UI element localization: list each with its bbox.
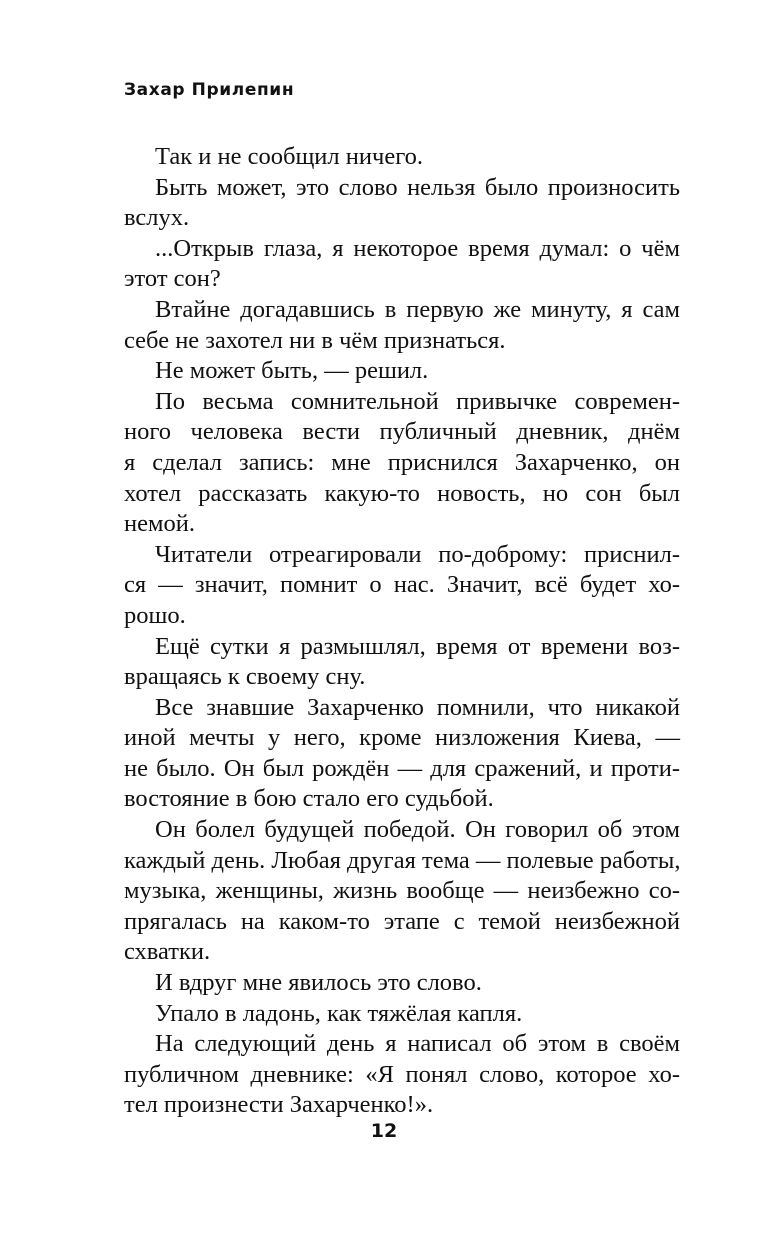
text-line: Быть может, это слово нельзя было произносить — [155, 173, 680, 201]
text-line: Втайне догадавшись в первую же минуту, я сам — [155, 295, 680, 323]
text-line: ся — значит, помнит о нас. Значит, всё будет хо- — [124, 571, 680, 599]
text-line: Все знавшие Захарченко помнили, что никакой — [155, 693, 680, 721]
text-line: себе не захотел ни в чём признаться. — [124, 326, 506, 354]
text-line: публичном дневнике: «Я понял слово, которое хо- — [124, 1060, 680, 1088]
text-line: я сделал запись: мне приснился Захарченко, он — [124, 448, 680, 476]
text-line: Ещё сутки я размышлял, время от времени воз- — [155, 632, 680, 660]
text-line: музыка, женщины, жизнь вообще — неизбежно со- — [124, 877, 680, 905]
text-line: Упало в ладонь, как тяжёлая капля. — [155, 999, 523, 1027]
text-line: не было. Он был рождён — для сражений, и проти- — [124, 754, 680, 782]
text-line: хотел рассказать какую-то новость, но сон был — [124, 479, 680, 507]
text-line: прягалась на каком-то этапе с темой неизбежной — [124, 907, 680, 935]
text-line: Не может быть, — решил. — [155, 357, 429, 385]
text-line: И вдруг мне явилось это слово. — [155, 969, 482, 997]
text-line: схватки. — [124, 938, 211, 966]
text-line: востояние в бою стало его судьбой. — [124, 785, 494, 813]
text-line: Читатели отреагировали по-доброму: приснил- — [155, 540, 680, 568]
text-line: Он болел будущей победой. Он говорил об этом — [155, 816, 680, 844]
running-head-author: Захар Прилепин — [124, 80, 295, 100]
text-line: рошо. — [124, 601, 186, 629]
text-line: тел произнести Захарченко!». — [124, 1091, 434, 1119]
text-line: ...Открыв глаза, я некоторое время думал: о чём — [155, 234, 680, 262]
page-number: 12 — [370, 1120, 398, 1142]
text-line: немой. — [124, 510, 195, 538]
text-line: По весьма сомнительной привычке современ- — [155, 387, 680, 415]
text-line: этот сон? — [124, 265, 221, 293]
body-text — [124, 142, 680, 1121]
text-line: На следующий день я написал об этом в своём — [155, 1030, 680, 1058]
text-line: каждый день. Любая другая тема — полевые работы, — [124, 846, 681, 874]
text-line: ного человека вести публичный дневник, днём — [124, 418, 680, 446]
text-line: Так и не сообщил ничего. — [155, 143, 424, 170]
text-line: вслух. — [124, 204, 190, 232]
text-line: вращаясь к своему сну. — [124, 663, 366, 691]
text-line: иной мечты у него, кроме низложения Киева, — — [124, 724, 680, 752]
